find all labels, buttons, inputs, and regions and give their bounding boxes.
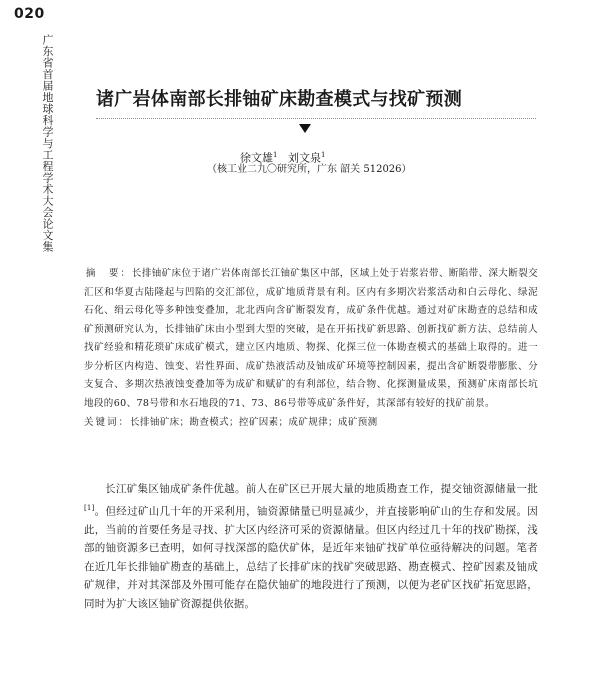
keywords (84, 415, 538, 431)
abstract-text: 长排铀矿床位于诸广岩体南部长江铀矿集区中部，区域上处于岩浆岩带、断陷带、深大断裂交汇区和华夏古陆隆起与凹陷的交汇部位，成矿地质背景有利。区内有多期次岩浆活动和白云母化、绿泥石化、绢云母化等多种蚀变叠加，北北西向含矿断裂发育，成矿条件优越。通过对矿床勘查的总结和成矿预测研究认为，长排铀矿床由小型到大型的突破，是在开拓找矿新思路、创新找矿新方法、总结前人找矿经验和精花琐矿床成矿模式，建立区内地质、物探、化探三位一体勘查模式的基础上取得的。进一步分析区内构造、蚀变、岩性界面、成矿热液活动及铀成矿环境等控制因素，提出含矿断裂带膨胀、分支复合、多期次热液蚀变叠加等为成矿和赋矿的有利部位，结合物、化探测量成果，预测矿床南部长坑地段的60、78号带和水石地段的71、73、86号带等成矿条件好，其深部有较好的找矿前景。 (84, 268, 538, 409)
author-affiliation: （核工业二九〇研究所，广东 韶关 512026） (207, 164, 412, 175)
body-paragraph (84, 480, 538, 613)
author-name: 徐文雄 (240, 151, 273, 165)
author-name: 刘文泉 (287, 151, 321, 165)
abstract (84, 265, 538, 413)
down-triangle-icon (299, 124, 311, 133)
keywords-text: 长排铀矿床；勘查模式；控矿因素；成矿规律；成矿预测 (130, 417, 378, 428)
citation-ref: [1] (84, 503, 95, 512)
body-text-part: 。但经过矿山几十年的开采利用，铀资源储量已明显减少，并直接影响矿山的生存和发展。因此，当前的首要任务是寻找、扩大区内经济可采的资源储量。但区内经过几十年的找矿勘探，浅部的铀资源多已查明，如何寻找深部的隐伏矿体，是近年来铀矿找矿单位亟待解决的问题。笔者在近几年长排铀矿勘查的基础上，总结了长排矿床的找矿突破思路、勘查模式、控矿因素及铀成矿规律，并对其深部及外围可能存在隐伏铀矿的地段进行了预测，以便为老矿区找矿拓宽思路，同时为扩大该区铀矿资源提供依据。 (84, 505, 538, 610)
author-affiliation-mark: 1 (273, 151, 278, 159)
page-number: 020 (14, 6, 45, 22)
proceedings-side-label: 广东省首届地球科学与工程学术大会论文集 (41, 34, 54, 253)
author-affiliation-mark: 1 (320, 151, 326, 159)
keywords-label: 关键词： (84, 417, 131, 428)
title-divider (96, 118, 536, 119)
body-text-part: 长江矿集区铀成矿条件优越。前人在矿区已开展大量的地质勘查工作，提交铀资源储量一批 (105, 483, 538, 495)
article-title: 诸广岩体南部长排铀矿床勘查模式与找矿预测 (96, 89, 462, 110)
abstract-label: 摘 要： (85, 268, 132, 279)
